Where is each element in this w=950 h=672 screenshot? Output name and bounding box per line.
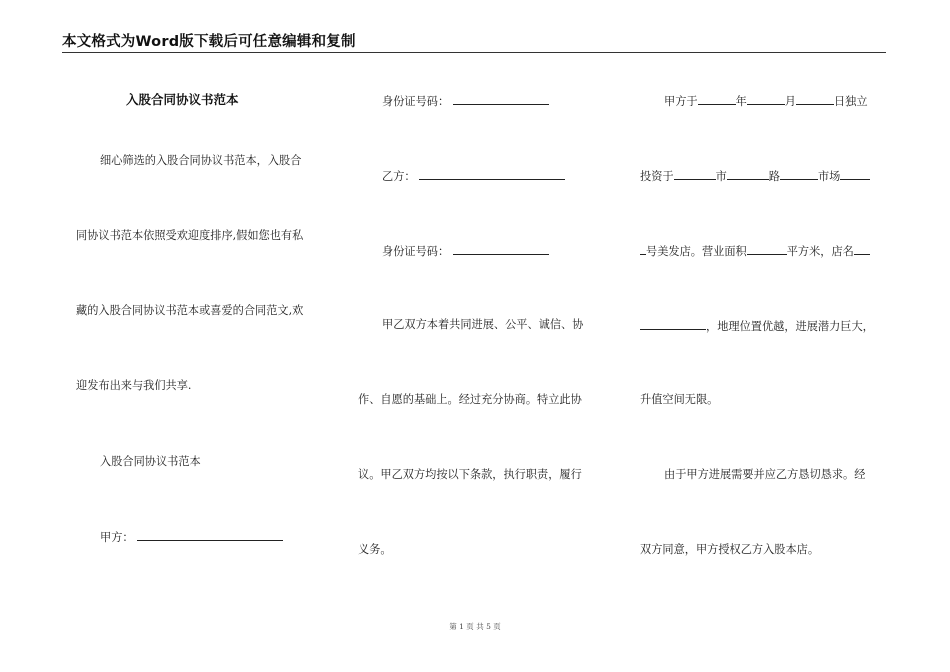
document-title: 入股合同协议书范本 (126, 92, 239, 107)
party-b-line (382, 168, 565, 184)
agreement-line-4: 义务。 (358, 543, 392, 556)
address-line (640, 168, 870, 184)
intro-line-1: 细心筛选的入股合同协议书范本，入股合 (100, 154, 302, 167)
date-prefix: 甲方于 (664, 95, 698, 108)
market-name-blank (840, 168, 870, 180)
market-label: 市场 (817, 170, 841, 183)
location-line (640, 318, 874, 334)
section-subtitle: 入股合同协议书范本 (100, 455, 201, 468)
id-b-line (382, 243, 549, 259)
party-a-label: 甲方： (100, 531, 134, 544)
party-a-line (100, 529, 283, 545)
agreement-line-2: 作、自愿的基础上。经过充分协商。特立此协 (358, 393, 582, 406)
shop-line (640, 243, 870, 259)
day-blank (796, 93, 834, 105)
page-footer: 第 1 页 共 5 页 (449, 622, 501, 631)
shop-name-blank (854, 243, 870, 255)
id-a-line (382, 93, 549, 109)
value-line: 升值空间无限。 (640, 393, 719, 406)
day-label: 日独立 (833, 95, 868, 108)
party-a-blank (137, 529, 283, 541)
party-b-blank (419, 168, 565, 180)
city-blank (674, 168, 716, 180)
month-label: 月 (784, 95, 796, 108)
year-blank (698, 93, 736, 105)
month-blank (747, 93, 785, 105)
city-label: 市 (715, 170, 727, 183)
year-label: 年 (735, 95, 747, 108)
shop-name-label: 平方米，店名 (786, 245, 854, 258)
road-blank (727, 168, 769, 180)
market-blank (780, 168, 818, 180)
party-b-label: 乙方： (382, 170, 416, 183)
id-a-label: 身份证号码： (382, 95, 450, 108)
shop-area-label: 号美发店。营业面积 (646, 245, 747, 258)
area-blank (747, 243, 787, 255)
intro-line-3: 藏的入股合同协议书范本或喜爱的合同范文,欢 (76, 304, 304, 317)
intro-line-4: 迎发布出来与我们共享. (76, 379, 192, 392)
agreement-line-1: 甲乙双方本着共同进展、公平、诚信、协 (382, 318, 584, 331)
header-divider (62, 52, 886, 53)
id-b-blank (453, 243, 549, 255)
id-a-blank (453, 93, 549, 105)
request-line-2: 双方同意，甲方授权乙方入股本店。 (640, 543, 820, 556)
date-line (664, 93, 868, 109)
request-line-1: 由于甲方进展需要并应乙方恳切恳求。经 (664, 468, 866, 481)
invest-prefix: 投资于 (640, 170, 674, 183)
shop-name-blank-2 (640, 318, 706, 330)
road-label: 路 (768, 170, 780, 183)
intro-line-2: 同协议书范本依照受欢迎度排序,假如您也有私 (76, 229, 304, 242)
document-header: 本文格式为Word版下载后可任意编辑和复制 (62, 34, 356, 50)
agreement-line-3: 议。甲乙双方均按以下条款，执行职责，履行 (358, 468, 582, 481)
id-b-label: 身份证号码： (382, 245, 450, 258)
location-text: ，地理位置优越，进展潜力巨大， (706, 320, 874, 333)
